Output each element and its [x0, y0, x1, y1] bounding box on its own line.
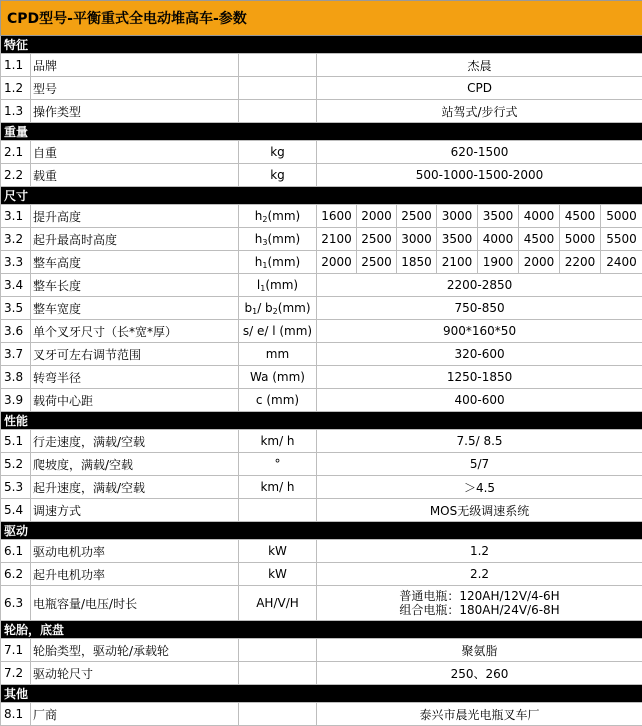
row-label: 驱动电机功率: [31, 540, 239, 563]
row-number: 3.1: [1, 205, 31, 228]
row-value: 2.2: [317, 563, 642, 586]
unit-tail: (mm): [267, 209, 300, 223]
row-value: 620-1500: [317, 141, 642, 164]
height-value: 2200: [560, 251, 601, 274]
row-unit: kW: [239, 563, 317, 586]
row-label: 起升电机功率: [31, 563, 239, 586]
height-value: 3500: [478, 205, 519, 228]
row-number: 6.1: [1, 540, 31, 563]
height-value: 2500: [357, 228, 397, 251]
row-label: 型号: [31, 77, 239, 100]
row-number: 6.3: [1, 586, 31, 621]
row-unit: Wa (mm): [239, 366, 317, 389]
unit-tail: (mm): [267, 255, 300, 269]
table-row: [1, 662, 642, 685]
row-unit: kg: [239, 141, 317, 164]
unit-symbol: h: [255, 255, 263, 269]
table-row: [1, 77, 642, 100]
height-value: 4500: [519, 228, 560, 251]
row-unit: [239, 662, 317, 685]
unit-subscript: 1: [260, 284, 265, 293]
row-unit: c (mm): [239, 389, 317, 412]
row-unit: [239, 274, 317, 297]
row-label: 整车长度: [31, 274, 239, 297]
row-label: 起升最高时高度: [31, 228, 239, 251]
unit-symbol: l: [257, 278, 260, 292]
row-label: 驱动轮尺寸: [31, 662, 239, 685]
height-value: 2100: [317, 228, 357, 251]
height-value: 5500: [601, 228, 642, 251]
row-unit: km/ h: [239, 476, 317, 499]
row-unit: [239, 639, 317, 662]
row-number: 5.3: [1, 476, 31, 499]
row-value: 250、260: [317, 662, 642, 685]
row-label: 电瓶容量/电压/时长: [31, 586, 239, 621]
row-number: 7.2: [1, 662, 31, 685]
row-number: 3.6: [1, 320, 31, 343]
row-label: 整车高度: [31, 251, 239, 274]
row-value: 泰兴市晨光电瓶叉车厂: [317, 703, 642, 726]
row-value: 500-1000-1500-2000: [317, 164, 642, 187]
section-drive: 驱动: [1, 522, 642, 540]
row-number: 1.3: [1, 100, 31, 123]
row-label: 整车宽度: [31, 297, 239, 320]
row-number: 3.9: [1, 389, 31, 412]
row-value: ＞4.5: [317, 476, 642, 499]
table-row: [1, 453, 642, 476]
row-number: 1.1: [1, 54, 31, 77]
table-row: [1, 251, 642, 274]
table-row: [1, 320, 642, 343]
row-number: 5.4: [1, 499, 31, 522]
row-unit: [239, 77, 317, 100]
row-unit: kg: [239, 164, 317, 187]
row-label: 自重: [31, 141, 239, 164]
row-label: 爬坡度，满载/空载: [31, 453, 239, 476]
row-number: 5.1: [1, 430, 31, 453]
unit-subscript: 3: [262, 238, 267, 247]
row-number: 2.1: [1, 141, 31, 164]
unit-tail: (mm): [265, 278, 298, 292]
table-row: [1, 297, 642, 320]
table-row: [1, 100, 642, 123]
height-value: 3000: [437, 205, 478, 228]
row-value: 900*160*50: [317, 320, 642, 343]
table-row: [1, 703, 642, 726]
page-title: CPD型号-平衡重式全电动堆高车-参数: [1, 1, 642, 36]
unit-subscript: 1: [262, 261, 267, 270]
row-value: 站驾式/步行式: [317, 100, 642, 123]
row-label: 载荷中心距: [31, 389, 239, 412]
row-label: 操作类型: [31, 100, 239, 123]
table-row: [1, 430, 642, 453]
height-value: 2500: [357, 251, 397, 274]
row-unit: [239, 54, 317, 77]
table-row: [1, 54, 642, 77]
unit-subscript: 1: [252, 307, 257, 316]
row-number: 5.2: [1, 453, 31, 476]
height-value: 2400: [601, 251, 642, 274]
height-value: 5000: [601, 205, 642, 228]
table-row: [1, 563, 642, 586]
section-performance: 性能: [1, 412, 642, 430]
table-row: [1, 228, 642, 251]
table-row: [1, 164, 642, 187]
row-label: 轮胎类型，驱动轮/承载轮: [31, 639, 239, 662]
height-value: 3500: [437, 228, 478, 251]
height-value: 3000: [397, 228, 437, 251]
row-unit: °: [239, 453, 317, 476]
row-number: 3.5: [1, 297, 31, 320]
row-unit: [239, 251, 317, 274]
row-label: 行走速度，满载/空载: [31, 430, 239, 453]
row-label: 转弯半径: [31, 366, 239, 389]
height-value: 1600: [317, 205, 357, 228]
table-row: [1, 586, 642, 621]
section-features: 特征: [1, 36, 642, 54]
row-unit: AH/V/H: [239, 586, 317, 621]
row-number: 8.1: [1, 703, 31, 726]
unit-symbol: h: [255, 232, 263, 246]
row-number: 3.2: [1, 228, 31, 251]
row-unit: [239, 228, 317, 251]
height-value: 2100: [437, 251, 478, 274]
table-row: [1, 205, 642, 228]
table-row: [1, 366, 642, 389]
battery-combined: 组合电瓶：180AH/24V/6-8H: [319, 603, 640, 617]
table-row: [1, 389, 642, 412]
row-unit: kW: [239, 540, 317, 563]
row-number: 3.7: [1, 343, 31, 366]
height-value: 1850: [397, 251, 437, 274]
row-value: MOS无级调速系统: [317, 499, 642, 522]
row-value: CPD: [317, 77, 642, 100]
row-label: 叉牙可左右调节范围: [31, 343, 239, 366]
row-value: 2200-2850: [317, 274, 642, 297]
height-value: 4500: [560, 205, 601, 228]
table-row: [1, 540, 642, 563]
unit-tail: (mm): [278, 301, 311, 315]
row-unit: mm: [239, 343, 317, 366]
battery-standard: 普通电瓶：120AH/12V/4-6H: [319, 589, 640, 603]
height-value: 2000: [519, 251, 560, 274]
section-tires: 轮胎，底盘: [1, 621, 642, 639]
row-label: 提升高度: [31, 205, 239, 228]
table-row: [1, 141, 642, 164]
table-row: [1, 639, 642, 662]
row-value: 1.2: [317, 540, 642, 563]
row-value: 400-600: [317, 389, 642, 412]
row-value: 1250-1850: [317, 366, 642, 389]
row-value: 750-850: [317, 297, 642, 320]
table-row: [1, 343, 642, 366]
row-number: 3.8: [1, 366, 31, 389]
height-value: 2000: [357, 205, 397, 228]
row-label: 品牌: [31, 54, 239, 77]
unit-tail: (mm): [267, 232, 300, 246]
row-number: 1.2: [1, 77, 31, 100]
row-label: 单个叉牙尺寸（长*宽*厚）: [31, 320, 239, 343]
row-unit: [239, 205, 317, 228]
row-number: 7.1: [1, 639, 31, 662]
unit-symbol: / b: [257, 301, 272, 315]
row-label: 调速方式: [31, 499, 239, 522]
row-unit: [239, 703, 317, 726]
battery-options: [317, 586, 642, 621]
row-unit: km/ h: [239, 430, 317, 453]
height-value: 1900: [478, 251, 519, 274]
section-weight: 重量: [1, 123, 642, 141]
height-value: 4000: [478, 228, 519, 251]
row-value: 7.5/ 8.5: [317, 430, 642, 453]
unit-subscript: 2: [273, 307, 278, 316]
unit-symbol: h: [255, 209, 263, 223]
row-label: 起升速度，满载/空载: [31, 476, 239, 499]
row-number: 2.2: [1, 164, 31, 187]
unit-subscript: 2: [262, 215, 267, 224]
section-other: 其他: [1, 685, 642, 703]
row-value: 320-600: [317, 343, 642, 366]
height-value: 2000: [317, 251, 357, 274]
row-unit: [239, 100, 317, 123]
row-number: 3.4: [1, 274, 31, 297]
height-value: 5000: [560, 228, 601, 251]
row-value: 5/7: [317, 453, 642, 476]
table-row: [1, 476, 642, 499]
table-row: [1, 274, 642, 297]
row-number: 6.2: [1, 563, 31, 586]
row-unit: s/ e/ l (mm): [239, 320, 317, 343]
row-unit: [239, 499, 317, 522]
height-value: 2500: [397, 205, 437, 228]
unit-symbol: b: [244, 301, 252, 315]
height-value: 4000: [519, 205, 560, 228]
row-unit: [239, 297, 317, 320]
row-label: 厂商: [31, 703, 239, 726]
row-value: 杰晨: [317, 54, 642, 77]
table-row: [1, 499, 642, 522]
section-dimensions: 尺寸: [1, 187, 642, 205]
row-label: 载重: [31, 164, 239, 187]
row-number: 3.3: [1, 251, 31, 274]
row-value: 聚氨脂: [317, 639, 642, 662]
